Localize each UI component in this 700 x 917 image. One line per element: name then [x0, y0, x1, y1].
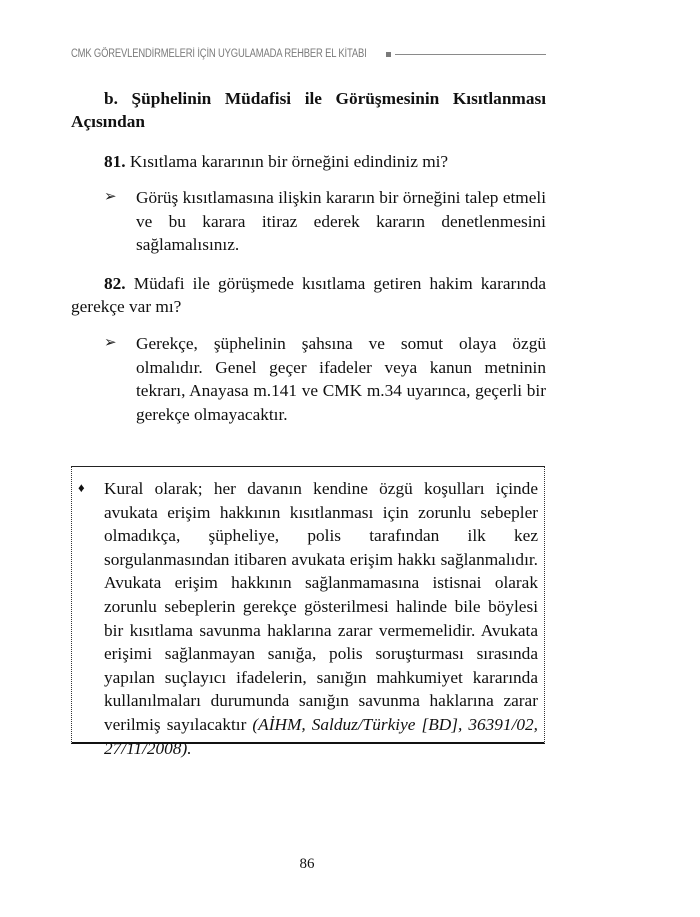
note-text	[104, 477, 538, 760]
note-citation: (AİHM, Salduz/Türkiye [BD], 36391/02, 27/11/2008).	[104, 714, 538, 758]
running-header	[71, 44, 546, 64]
question-82	[71, 272, 546, 318]
square-marker-icon	[386, 52, 391, 57]
arrow-bullet-icon: ➢	[104, 189, 117, 205]
answer-81	[104, 186, 546, 257]
page-number: 86	[299, 856, 315, 872]
note-body: Kural olarak; her davanın kendine özgü koşulları içinde avukata erişim hakkının kısıtlanması için zorunlu sebepler olmadıkça, şüpheliye, polis tarafından ilk kez sorgulanmasından itibaren avukata erişim hakkı sağlanmalıdır. Avukata erişim hakkının sağlanmamasına istisnai olarak zorunlu sebeplerin gerekçe gösterilmesi halinde bile böylesi bir kısıtlama savunma haklarına zarar vermemelidir. Avukata erişimi sağlanmayan sanığa, polis soruşturması sırasında yapılan suçlayıcı ifadelerin, sanığın mahkumiyet kararında kullanılmaları durumunda sanığın savunma haklarına zarar verilmiş sayılacaktır	[104, 479, 538, 734]
header-rule	[386, 44, 546, 64]
note-box	[71, 466, 545, 758]
running-title: CMK GÖREVLENDİRMELERİ İÇİN UYGULAMADA REHBER EL KİTABI	[71, 48, 367, 60]
diamond-bullet-icon: ♦	[78, 480, 85, 495]
section-heading	[71, 87, 546, 133]
section-heading-line1: b. Şüphelinin Müdafisi ile Görüşmesinin Kısıtlanması	[104, 89, 546, 108]
question-text: Müdafi ile görüşmede kısıtlama getiren hakim kararında gerekçe var mı?	[71, 274, 546, 316]
question-number: 82.	[104, 274, 126, 293]
answer-82	[104, 332, 546, 426]
header-line	[395, 54, 546, 55]
question-81	[71, 150, 546, 173]
question-text: Kısıtlama kararının bir örneğini edindiniz mi?	[125, 152, 449, 171]
section-heading-line2: Açısından	[71, 112, 145, 131]
arrow-bullet-icon: ➢	[104, 335, 117, 351]
question-number: 81.	[104, 152, 126, 171]
answer-text: Görüş kısıtlamasına ilişkin kararın bir örneğini talep etmeli ve bu karara itiraz ederek kararın denetlenmesini sağlamalısınız.	[136, 188, 546, 254]
answer-text: Gerekçe, şüphelinin şahsına ve somut olaya özgü olmalıdır. Genel geçer ifadeler veya kanun metninin tekrarı, Anayasa m.141 ve CMK m.34 uyarınca, geçerli bir gerekçe olmayacaktır.	[136, 334, 546, 424]
